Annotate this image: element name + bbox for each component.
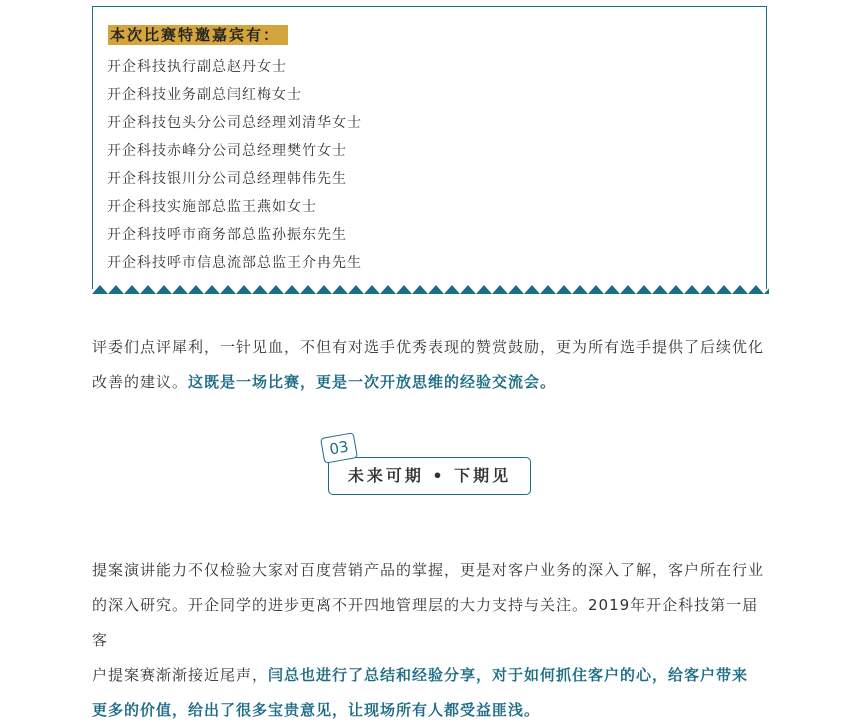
guest-list [107,53,362,277]
paragraph-1-line-2 [92,365,772,400]
guest-item: 开企科技业务副总闫红梅女士 [107,87,302,103]
paragraph-2-line-4: 更多的价值，给出了很多宝贵意见，让现场所有人都受益匪浅。 [92,701,541,719]
guest-item: 开企科技赤峰分公司总经理樊竹女士 [107,143,347,159]
guest-item: 开企科技呼市信息流部总监王介冉先生 [107,255,362,271]
section-number-badge: 03 [320,432,358,464]
guest-item: 开企科技实施部总监王燕如女士 [107,199,317,215]
paragraph-2-plain: 户提案赛渐渐接近尾声， [92,666,269,684]
paragraph-2-highlight: 闫总也进行了总结和经验分享，对于如何抓住客户的心，给客户带来 [268,666,749,684]
guest-item: 开企科技执行副总赵丹女士 [107,59,287,75]
section-title: 未来可期 • 下期见 [328,457,531,495]
guest-box [92,6,767,289]
guest-item: 开企科技包头分公司总经理刘清华女士 [107,115,362,131]
paragraph-1-line-1: 评委们点评犀利，一针见血，不但有对选手优秀表现的赞赏鼓励，更为所有选手提供了后续优化 [92,338,765,356]
paragraph-2-line-2: 的深入研究。开企同学的进步更离不开四地管理层的大力支持与关注。2019年开企科技第一届客 [92,596,759,649]
section-header [320,432,540,502]
paragraph-2-line-1: 提案演讲能力不仅检验大家对百度营销产品的掌握，更是对客户业务的深入了解，客户所在行业 [92,561,765,579]
paragraph-1-highlight: 这既是一场比赛，更是一次开放思维的经验交流会。 [188,373,557,391]
guest-title: 本次比赛特邀嘉宾有： [108,25,288,45]
paragraph-2 [92,553,772,728]
guest-item: 开企科技呼市商务部总监孙振东先生 [107,227,347,243]
paragraph-2-line-3 [92,658,772,693]
paragraph-1-plain: 改善的建议。 [92,373,189,391]
zigzag-border [92,282,769,294]
guest-item: 开企科技银川分公司总经理韩伟先生 [107,171,347,187]
paragraph-1 [92,330,772,400]
